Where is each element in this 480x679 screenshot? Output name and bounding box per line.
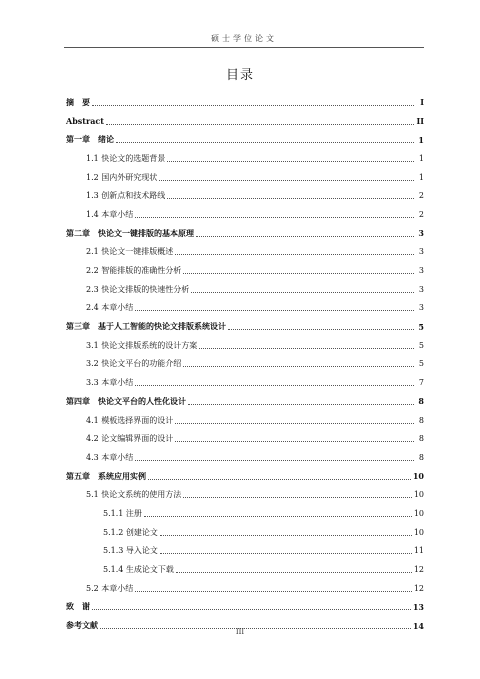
toc-entry — [66, 579, 424, 598]
toc-entry-page: 8 — [418, 434, 424, 444]
toc-entry-page: 8 — [418, 452, 424, 462]
dot-leader — [175, 254, 414, 255]
toc-entry-label: 2.3 快论文排版的快速性分析 — [86, 284, 190, 294]
dot-leader — [160, 553, 412, 554]
toc-entry-page: 11 — [413, 546, 424, 556]
dot-leader — [160, 535, 412, 536]
toc-entry-label: 5.1.2 创建论文 — [103, 527, 158, 537]
toc-entry-page: 1 — [418, 153, 424, 163]
toc-entry-page: 5 — [418, 359, 424, 369]
toc-entry — [66, 224, 424, 243]
toc-entry-page: 10 — [413, 490, 424, 500]
toc-entry-label: 1.4 本章小结 — [86, 209, 134, 219]
toc-entry-label: 1.2 国内外研究现状 — [86, 172, 158, 182]
toc-entry-page: 3 — [418, 303, 424, 313]
dot-leader — [135, 591, 412, 592]
toc-entry-page: II — [416, 116, 424, 127]
toc-entry — [66, 243, 424, 262]
toc-entry-label: 5.1.3 导入论文 — [103, 546, 158, 556]
toc-entry-label: 4.3 本章小结 — [86, 452, 134, 462]
toc-entry — [66, 392, 424, 411]
toc-entry-page: 8 — [418, 396, 424, 407]
toc-entry — [66, 523, 424, 542]
toc-entry — [66, 411, 424, 430]
toc-entry-label: 第一章 绪论 — [66, 134, 114, 145]
toc-entry-label: 5.1 快论文系统的使用方法 — [86, 490, 182, 500]
toc-entry-label: 1.1 快论文的选题背景 — [86, 153, 166, 163]
toc-entry-page: 5 — [418, 340, 424, 350]
toc-entry-page: 10 — [413, 527, 424, 537]
toc-entry-label: 2.2 智能排版的准确性分析 — [86, 266, 182, 276]
toc-entry — [66, 168, 424, 187]
toc-entry-label: 5.1.1 注册 — [103, 508, 142, 518]
dot-leader — [175, 423, 414, 424]
toc-entry-page: I — [420, 97, 424, 108]
toc-entry-label: 5.1.4 生成论文下载 — [103, 565, 174, 575]
toc-entry — [66, 336, 424, 355]
toc-entry-page: 2 — [418, 191, 424, 201]
toc-entry — [66, 93, 424, 112]
toc-entry-page: 3 — [418, 247, 424, 257]
toc-entry — [66, 205, 424, 224]
toc-entry — [66, 429, 424, 448]
dot-leader — [135, 460, 414, 461]
toc-entry — [66, 448, 424, 467]
toc-entry-label: 2.1 快论文一键排版概述 — [86, 247, 174, 257]
toc-entry-label: 3.2 快论文平台的功能介绍 — [86, 359, 182, 369]
toc-title: 目录 — [225, 68, 254, 83]
toc-entry-page: 12 — [413, 583, 424, 593]
toc-entry-page: 2 — [418, 209, 424, 219]
dot-leader — [144, 516, 412, 517]
toc-entry-label: 4.2 论文编辑界面的设计 — [86, 434, 174, 444]
dot-leader — [175, 441, 414, 442]
dot-leader — [191, 292, 414, 293]
toc-entry-label: 参考文献 — [66, 620, 98, 631]
toc-entry — [66, 130, 424, 149]
dot-leader — [148, 479, 411, 480]
toc-entry — [66, 598, 424, 617]
dot-leader — [135, 217, 414, 218]
toc-entry-page: 13 — [412, 601, 424, 612]
toc-entry — [66, 373, 424, 392]
toc-entry-label: 致 谢 — [66, 601, 90, 612]
table-of-contents — [66, 93, 424, 635]
toc-entry — [66, 560, 424, 579]
dot-leader — [188, 404, 414, 405]
toc-entry-label: 1.3 创新点和技术路线 — [86, 191, 166, 201]
dot-leader — [176, 572, 412, 573]
dot-leader — [92, 609, 411, 610]
toc-entry — [66, 149, 424, 168]
toc-entry — [66, 485, 424, 504]
toc-entry-label: 5.2 本章小结 — [86, 583, 134, 593]
toc-entry — [66, 355, 424, 374]
toc-entry-page: 10 — [413, 508, 424, 518]
toc-entry-page: 12 — [413, 565, 424, 575]
toc-entry-label: 摘 要 — [66, 96, 90, 107]
dot-leader — [92, 105, 414, 106]
dot-leader — [167, 198, 414, 199]
toc-entry-label: 2.4 本章小结 — [86, 303, 134, 313]
toc-entry-page: 7 — [418, 378, 424, 388]
header-rule — [64, 47, 424, 48]
toc-entry-page: 5 — [418, 321, 424, 332]
toc-entry-page: 1 — [418, 172, 424, 182]
dot-leader — [228, 329, 414, 330]
toc-entry-page: 3 — [418, 284, 424, 294]
toc-entry-label: Abstract — [66, 116, 104, 127]
dot-leader — [159, 180, 414, 181]
dot-leader — [183, 366, 414, 367]
toc-entry — [66, 112, 424, 131]
toc-entry-label: 第二章 快论文一键排版的基本原理 — [66, 227, 194, 238]
toc-entry-label: 第三章 基于人工智能的快论文排版系统设计 — [66, 321, 226, 332]
toc-entry-label: 4.1 模板选择界面的设计 — [86, 415, 174, 425]
toc-entry — [66, 504, 424, 523]
dot-leader — [135, 310, 414, 311]
toc-entry-page: 3 — [418, 228, 424, 239]
dot-leader — [183, 273, 414, 274]
toc-entry — [66, 317, 424, 336]
toc-entry — [66, 261, 424, 280]
dot-leader — [183, 497, 412, 498]
dot-leader — [199, 348, 414, 349]
dot-leader — [135, 385, 414, 386]
toc-entry — [66, 542, 424, 561]
toc-entry-page: 14 — [412, 620, 424, 631]
page-number: III — [235, 628, 245, 636]
toc-entry-page: 8 — [418, 415, 424, 425]
toc-entry-page: 1 — [418, 134, 424, 145]
dot-leader — [167, 161, 414, 162]
running-header: 硕士学位论文 — [211, 34, 277, 43]
toc-entry-label: 第四章 快论文平台的人性化设计 — [66, 395, 186, 406]
toc-entry — [66, 467, 424, 486]
toc-entry-label: 3.1 快论文排版系统的设计方案 — [86, 340, 198, 350]
toc-entry — [66, 186, 424, 205]
dot-leader — [116, 142, 414, 143]
toc-entry — [66, 280, 424, 299]
toc-entry-page: 3 — [418, 266, 424, 276]
toc-entry — [66, 299, 424, 318]
toc-entry-label: 第五章 系统应用实例 — [66, 470, 146, 481]
dot-leader — [196, 236, 414, 237]
toc-entry-page: 10 — [412, 471, 424, 482]
toc-entry-label: 3.3 本章小结 — [86, 378, 134, 388]
dot-leader — [106, 124, 414, 125]
